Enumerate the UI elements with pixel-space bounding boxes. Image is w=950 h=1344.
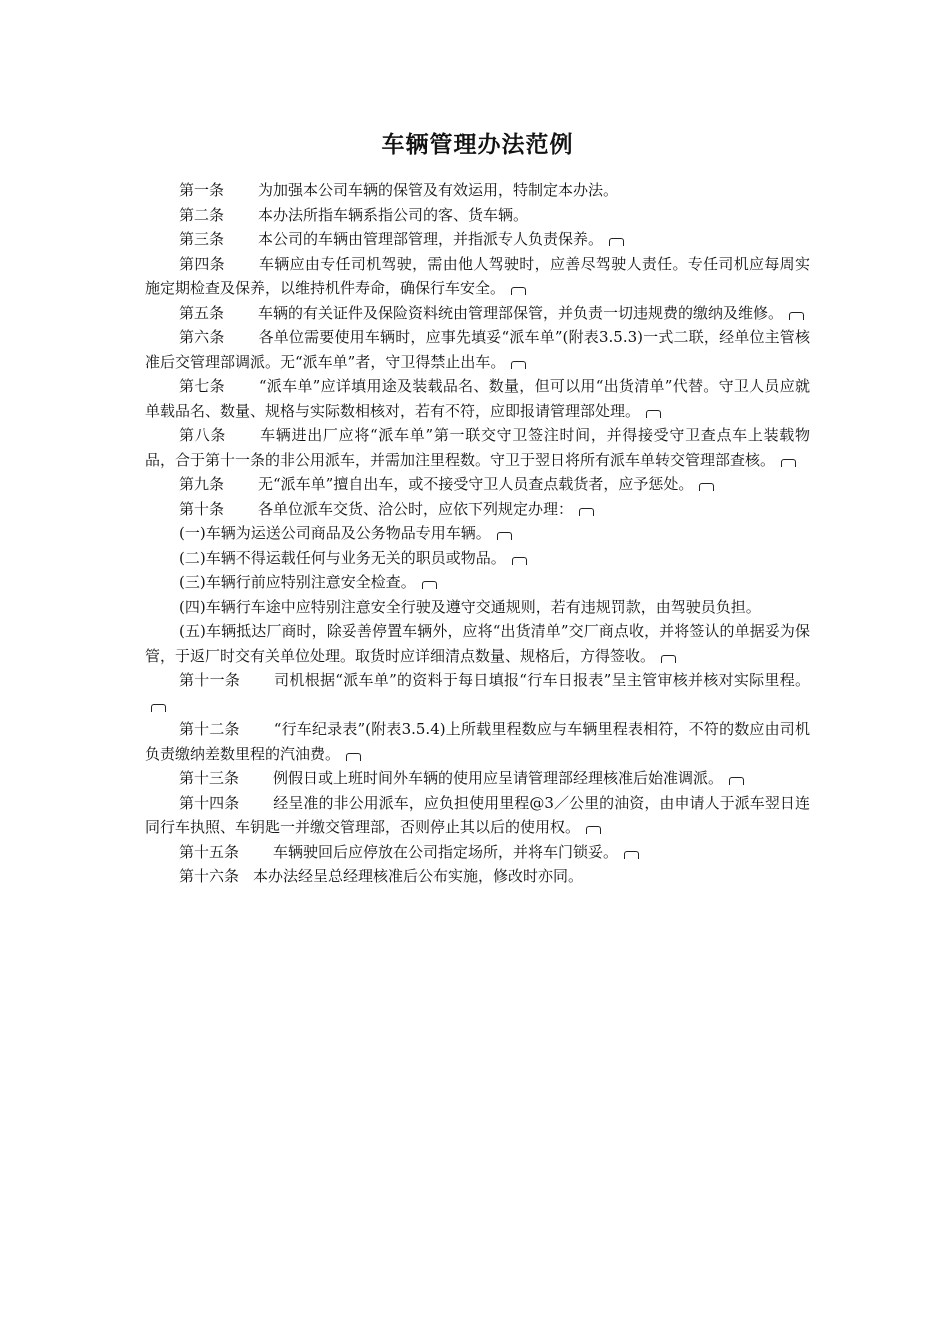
article-paragraph: [145, 766, 810, 791]
article-paragraph: [145, 472, 810, 497]
article-paragraph: [145, 521, 810, 546]
return-arrow-icon: [512, 557, 527, 565]
return-arrow-icon: [586, 826, 601, 834]
article-paragraph: [145, 619, 810, 668]
return-arrow-icon: [624, 851, 639, 859]
article-label: 第十二条: [179, 720, 240, 738]
article-label: 第十条: [179, 499, 225, 518]
article-text: 车辆应由专任司机驾驶，需由他人驾驶时，应善尽驾驶人责任。专任司机应每周实施定期检查及保养，以维持机件寿命，确保行车安全。: [145, 254, 810, 297]
article-label: 第十一条: [179, 671, 241, 689]
article-paragraph: [145, 301, 810, 326]
return-arrow-icon: [346, 753, 361, 761]
article-paragraph: [145, 497, 810, 522]
article-list: [145, 178, 810, 889]
article-label: 第四条: [179, 254, 225, 273]
return-arrow-icon: [497, 532, 512, 540]
article-label: 第九条: [179, 475, 225, 493]
article-text: 本公司的车辆由管理部管理，并指派专人负责保养。: [258, 230, 604, 248]
return-arrow-icon: [699, 483, 714, 491]
article-text: 无“派车单”擅自出车，或不接受守卫人员查点载货者，应予惩处。: [258, 475, 694, 493]
article-paragraph: [145, 423, 810, 472]
article-text: 本办法经呈总经理核准后公布实施，修改时亦同。: [253, 867, 584, 885]
article-label: 第八条: [179, 426, 227, 444]
article-text: 例假日或上班时间外车辆的使用应呈请管理部经理核准后始准调派。: [273, 769, 724, 787]
return-arrow-icon: [511, 287, 526, 295]
article-label: 第六条: [179, 328, 225, 346]
return-arrow-icon: [729, 777, 744, 785]
return-arrow-icon: [781, 459, 796, 467]
article-paragraph: [145, 840, 810, 865]
article-label: 第十三条: [179, 769, 240, 787]
article-text: 各单位派车交货、洽公时，应依下列规定办理：: [258, 499, 574, 518]
article-paragraph: [145, 203, 810, 228]
article-paragraph: [145, 791, 810, 840]
article-paragraph: [145, 864, 810, 889]
article-label: 第十四条: [179, 793, 240, 812]
article-text: (一)车辆为运送公司商品及公务物品专用车辆。: [179, 524, 491, 542]
article-text: “派车单”应详填用途及装载品名、数量，但可以用“出货清单”代替。守卫人员应就单载品名、数量、规格与实际数相核对，若有不符，应即报请管理部处理。: [145, 377, 810, 420]
return-arrow-icon: [422, 581, 437, 589]
article-text: 车辆驶回后应停放在公司指定场所，并将车门锁妥。: [273, 842, 619, 861]
article-paragraph: [145, 595, 810, 620]
article-text: (三)车辆行前应特别注意安全检查。: [179, 573, 416, 591]
article-text: 司机根据“派车单”的资料于每日填报“行车日报表”呈主管审核并核对实际里程。: [274, 671, 810, 689]
return-arrow-icon: [511, 361, 526, 369]
article-text: 车辆进出厂应将“派车单”第一联交守卫签注时间，并得接受守卫查点车上装载物品，合于第十一条的非公用派车，并需加注里程数。守卫于翌日将所有派车单转交管理部查核。: [145, 426, 810, 469]
article-paragraph: [145, 374, 810, 423]
article-label: 第七条: [179, 377, 225, 395]
article-paragraph: [145, 325, 810, 374]
article-text: 经呈准的非公用派车，应负担使用里程@3／公里的油资，由申请人于派车翌日连同行车执照、车钥匙一并缴交管理部，否则停止其以后的使用权。: [145, 793, 810, 836]
article-paragraph: [145, 178, 810, 203]
article-paragraph: [145, 227, 810, 252]
return-arrow-icon: [661, 655, 676, 663]
article-paragraph: [145, 717, 810, 766]
document-title: 车辆管理办法范例: [381, 132, 574, 158]
article-text: “行车纪录表”(附表3.5.4)上所载里程数应与车辆里程表相符，不符的数应由司机负责缴纳差数里程的汽油费。: [145, 720, 810, 763]
article-paragraph: [145, 546, 810, 571]
article-text: 本办法所指车辆系指公司的客、货车辆。: [258, 205, 529, 224]
article-label: 第五条: [179, 303, 225, 322]
article-text: (五)车辆抵达厂商时，除妥善停置车辆外，应将“出货清单”交厂商点收，并将签认的单据妥为保管，于返厂时交有关单位处理。取货时应详细清点数量、规格后，方得签收。: [145, 622, 810, 665]
return-arrow-icon: [646, 410, 661, 418]
article-label: 第二条: [179, 205, 225, 224]
article-label: 第十六条: [179, 867, 240, 885]
article-text: 各单位需要使用车辆时，应事先填妥“派车单”(附表3.5.3)一式二联，经单位主管核准后交管理部调派。无“派车单”者，守卫得禁止出车。: [145, 328, 810, 371]
article-paragraph: [145, 570, 810, 595]
document-page: [145, 128, 810, 889]
article-text: (四)车辆行车途中应特别注意安全行驶及遵守交通规则，若有违规罚款，由驾驶员负担。: [179, 597, 761, 616]
article-text: 车辆的有关证件及保险资料统由管理部保管，并负责一切违规费的缴纳及维修。: [258, 303, 784, 322]
return-arrow-icon: [579, 508, 594, 516]
return-arrow-icon: [789, 312, 804, 320]
return-arrow-icon: [609, 238, 624, 246]
article-text: (二)车辆不得运载任何与业务无关的职员或物品。: [179, 548, 506, 567]
article-label: 第一条: [179, 181, 225, 199]
article-label: 第三条: [179, 230, 225, 248]
article-label: 第十五条: [179, 842, 240, 861]
article-paragraph: [145, 668, 810, 717]
article-paragraph: [145, 252, 810, 301]
article-text: 为加强本公司车辆的保管及有效运用，特制定本办法。: [258, 181, 619, 199]
return-arrow-icon: [151, 704, 166, 712]
